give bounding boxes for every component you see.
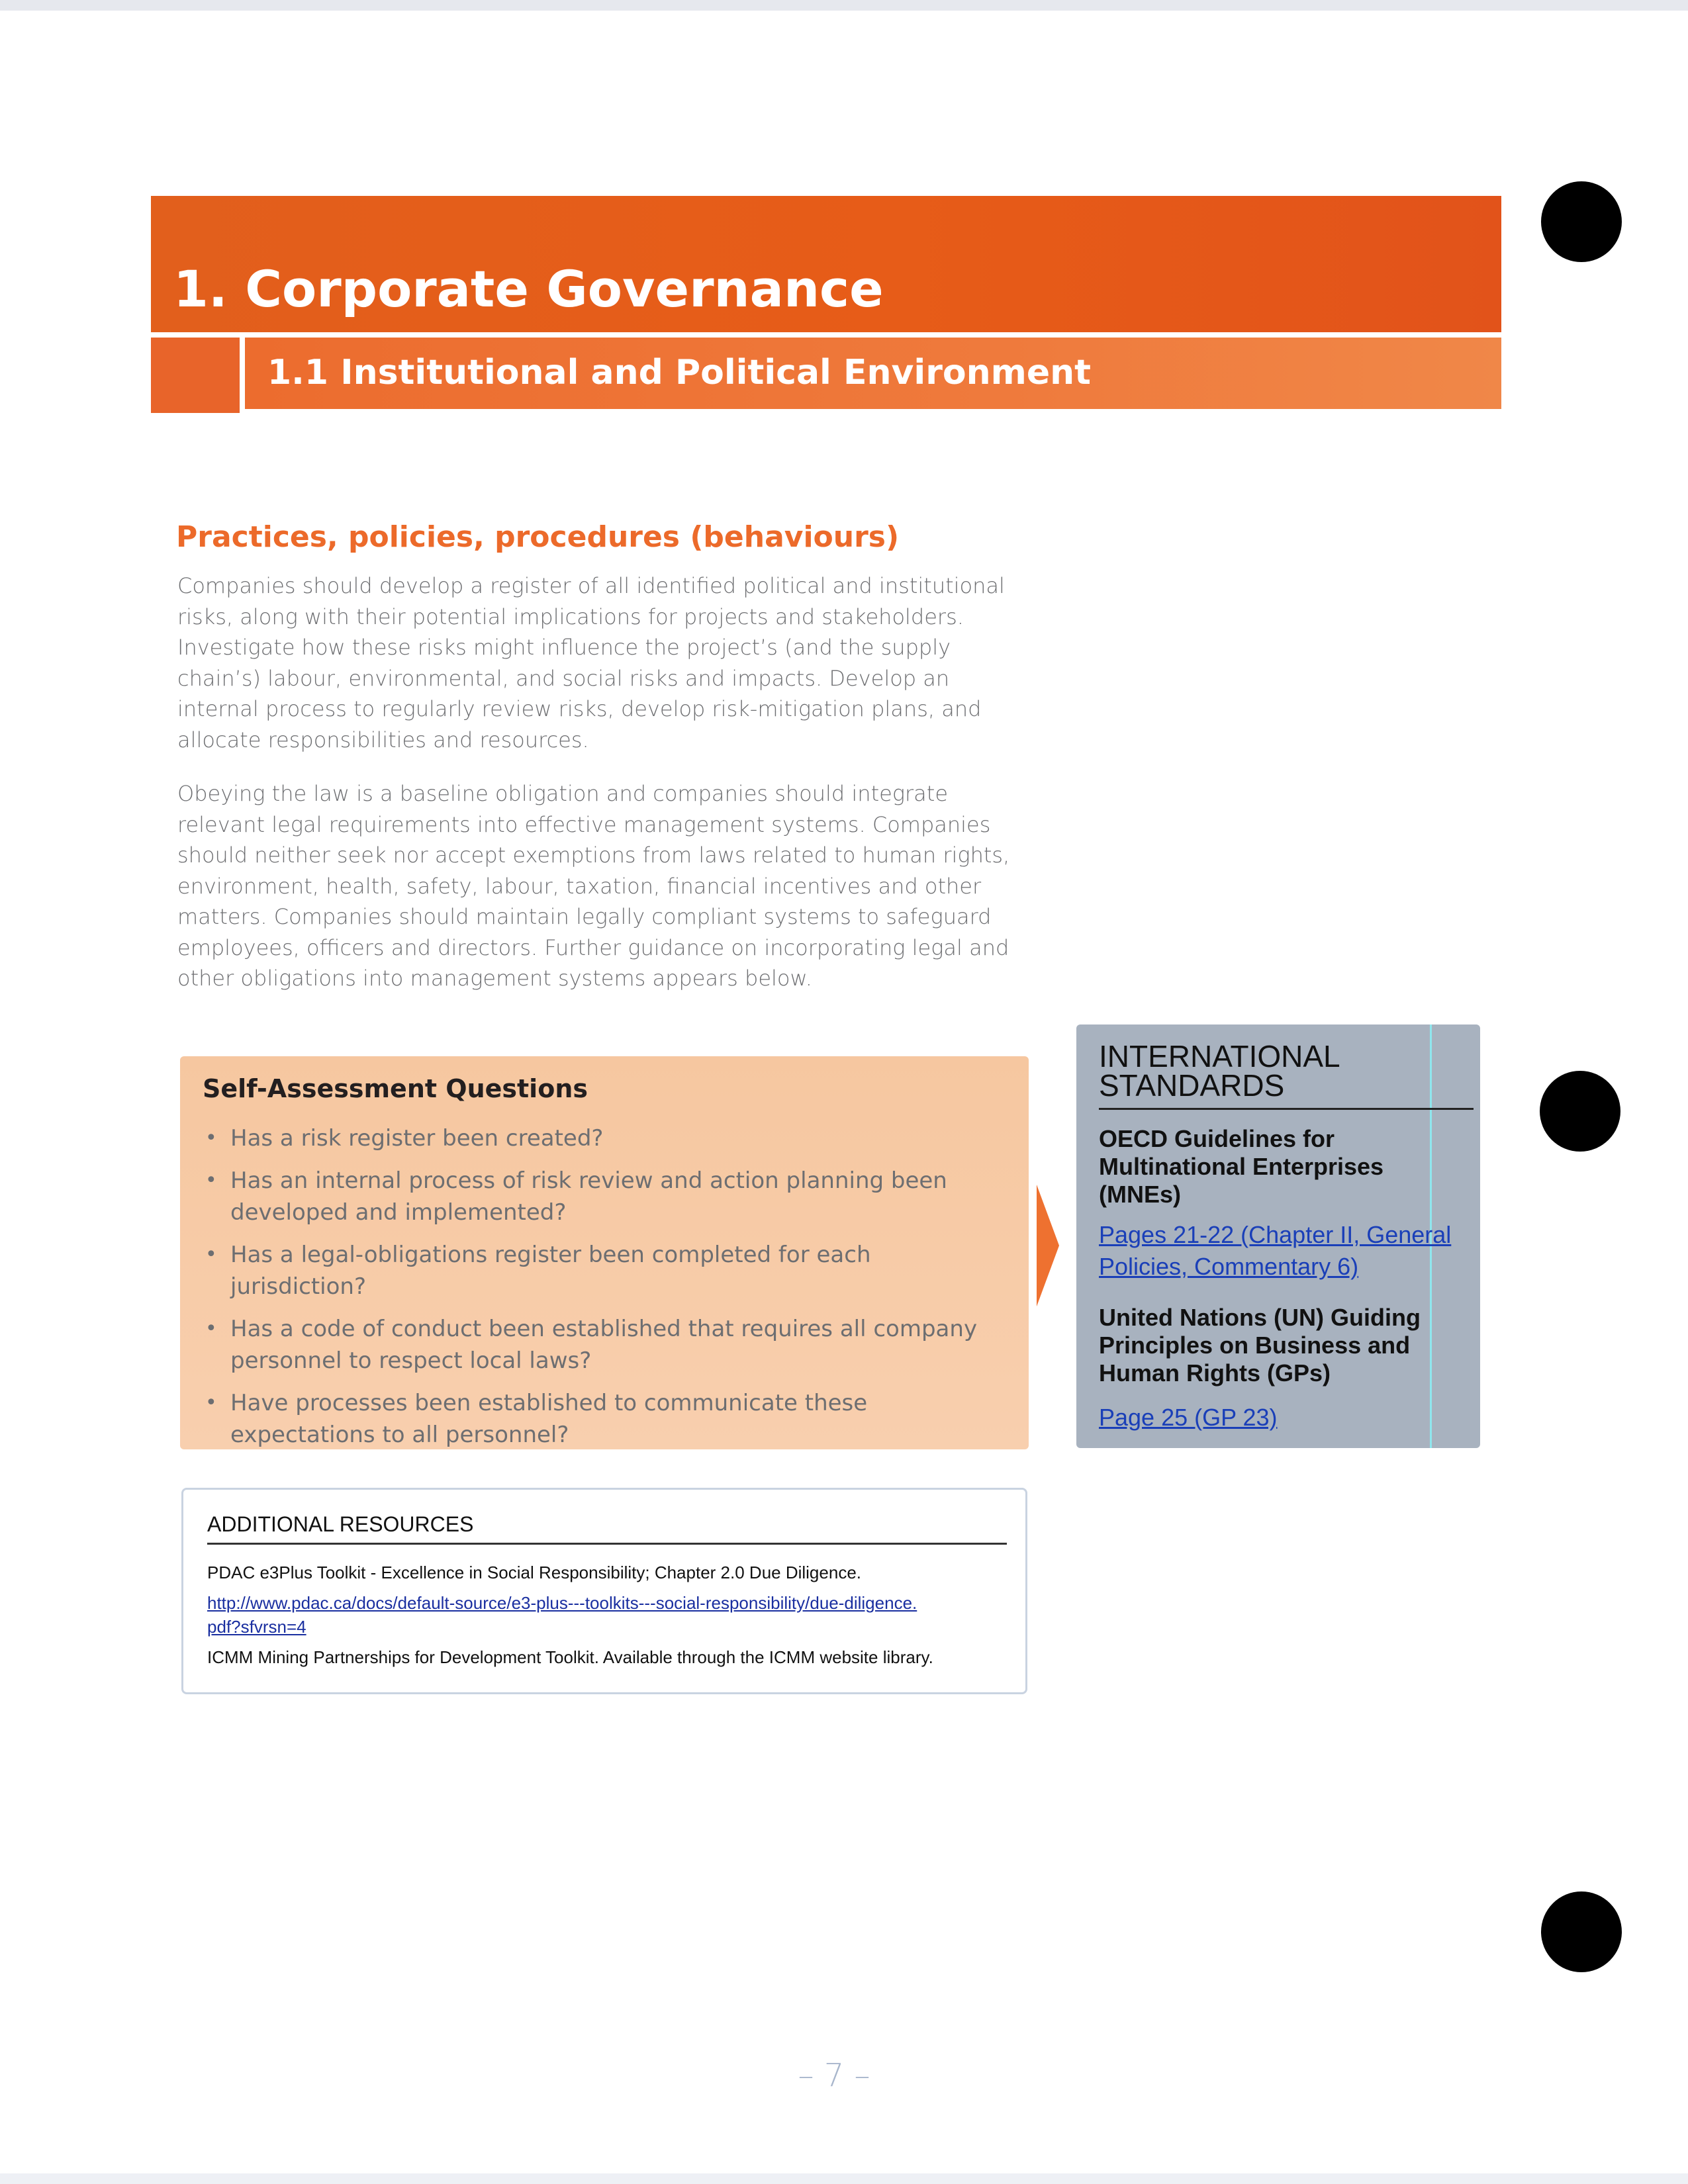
practices-heading: Practices, policies, procedures (behaviours): [176, 520, 900, 554]
bullet-icon: •: [205, 1391, 217, 1414]
question-text: Has a risk register been created?: [230, 1125, 604, 1152]
resource-pdac: PDAC e3Plus Toolkit - Excellence in Social Responsibility; Chapter 2.0 Due Diligence.: [207, 1563, 861, 1582]
bullet-icon: •: [205, 1169, 217, 1192]
standards-divider: [1099, 1108, 1474, 1110]
list-item: [204, 1387, 1011, 1451]
question-text: Has an internal process of risk review and action planning been developed and implemented?: [230, 1167, 947, 1226]
resource-pdac-link-2[interactable]: pdf?sfvrsn=4: [207, 1617, 306, 1637]
standard-link-un-gps[interactable]: Page 25 (GP 23): [1099, 1404, 1278, 1431]
list-item: [204, 1122, 1011, 1154]
standard-name-un-gps: United Nations (UN) Guiding Principles on Business and Human Rights (GPs): [1099, 1304, 1421, 1387]
section-title: 1.1 Institutional and Political Environment: [267, 353, 1091, 392]
standard-link-oecd[interactable]: Pages 21-22 (Chapter II, General Policies, Commentary 6): [1099, 1221, 1452, 1280]
list-item: [204, 1313, 1011, 1377]
self-assessment-list: [204, 1122, 1011, 1461]
binder-hole-middle: [1540, 1071, 1620, 1152]
page-number: – 7 –: [798, 2057, 870, 2094]
self-assessment-box: [180, 1056, 1029, 1449]
pointer-arrow-icon: [1037, 1185, 1059, 1306]
resources-divider: [207, 1543, 1007, 1545]
practices-paragraph-2: Obeying the law is a baseline obligation and companies should integrate relevant legal requirements into effective management systems. Companies should neither seek nor accept exemptions from laws related to human rights, environment, health, safety, labour, taxation, financial incentives and other matters. Companies should maintain legally compliant systems to safeguard employees, officers and directors. Further guidance on incorporating legal and other obligations into management systems appears below.: [177, 781, 1010, 991]
standards-title: INTERNATIONAL STANDARDS: [1099, 1039, 1339, 1103]
bullet-icon: •: [205, 1126, 217, 1150]
binder-hole-top: [1541, 181, 1622, 262]
self-assessment-title: Self-Assessment Questions: [203, 1074, 588, 1103]
standard-name-oecd: OECD Guidelines for Multinational Enterprises (MNEs): [1099, 1125, 1384, 1208]
question-text: Has a legal-obligations register been completed for each jurisdiction?: [230, 1242, 871, 1300]
scan-edge-bottom: [0, 2173, 1688, 2184]
international-standards-box: [1076, 1024, 1480, 1448]
resource-icmm: ICMM Mining Partnerships for Development Toolkit. Available through the ICMM website library.: [207, 1647, 933, 1667]
section-banner: [245, 338, 1501, 409]
section-banner-tab: [151, 338, 240, 413]
question-text: Have processes been established to communicate these expectations to all personnel?: [230, 1390, 868, 1448]
chapter-banner: [151, 196, 1501, 332]
list-item: [204, 1239, 1011, 1302]
chapter-title: 1. Corporate Governance: [173, 259, 884, 318]
bullet-icon: •: [205, 1243, 217, 1266]
additional-resources-box: [181, 1488, 1027, 1694]
binder-hole-bottom: [1541, 1891, 1622, 1972]
list-item: [204, 1165, 1011, 1228]
practices-paragraph-1: Companies should develop a register of all identified political and institutional risks, along with their potential implications for projects and stakeholders. Investigate how these risks might influence the project’s (and the supply chain’s) labour, environmental, and social risks and impacts. Develop an internal process to regularly review risks, develop risk-mitigation plans, and allocate responsibilities and resources.: [177, 573, 1005, 752]
resources-title: ADDITIONAL RESOURCES: [207, 1512, 474, 1536]
scan-edge-top: [0, 0, 1688, 11]
question-text: Has a code of conduct been established that requires all company personnel to respect local laws?: [230, 1316, 978, 1374]
resource-pdac-link-1[interactable]: http://www.pdac.ca/docs/default-source/e3-plus---toolkits---social-responsibility/due-diligence.: [207, 1593, 917, 1613]
bullet-icon: •: [205, 1317, 217, 1340]
